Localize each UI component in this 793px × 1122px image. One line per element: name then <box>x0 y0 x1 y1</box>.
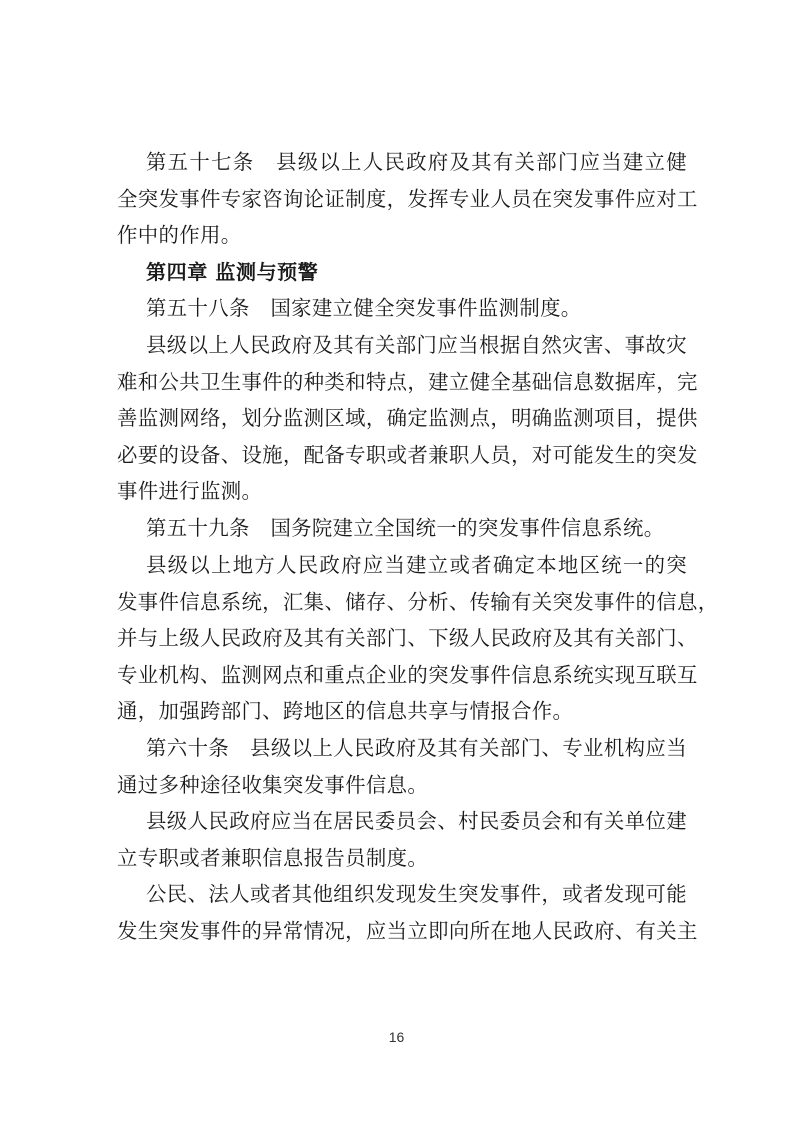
text-line: 事件进行监测。 <box>117 479 263 504</box>
text-line: 立专职或者兼职信息报告员制度。 <box>117 845 429 870</box>
chapter-heading: 第四章 监测与预警 <box>146 260 319 284</box>
text-line: 发生突发事件的异常情况，应当立即向所在地人民政府、有关主 <box>117 918 698 943</box>
paragraph-article-58 <box>117 290 687 327</box>
text-line: 全突发事件专家咨询论证制度，发挥专业人员在突发事件应对工 <box>117 186 698 211</box>
text-line: 第五十七条 县级以上人民政府及其有关部门应当建立健 <box>146 150 687 174</box>
text-line: 公民、法人或者其他组织发现发生突发事件，或者发现可能 <box>146 882 687 906</box>
text-line: 县级人民政府应当在居民委员会、村民委员会和有关单位建 <box>146 809 687 833</box>
text-line: 县级以上地方人民政府应当建立或者确定本地区统一的突 <box>146 553 687 577</box>
paragraph-reporter-system <box>117 803 687 876</box>
paragraph-article-60 <box>117 730 687 803</box>
text-line: 第五十八条 国家建立健全突发事件监测制度。 <box>146 296 582 320</box>
text-line: 通过多种途径收集突发事件信息。 <box>117 772 429 797</box>
text-line: 难和公共卫生事件的种类和特点，建立健全基础信息数据库，完 <box>117 369 698 394</box>
text-line: 善监测网络，划分监测区域，确定监测点，明确监测项目，提供 <box>117 406 698 431</box>
page-number: 16 <box>388 1029 405 1045</box>
paragraph-citizen-reporting <box>117 876 698 949</box>
text-line: 通，加强跨部门、跨地区的信息共享与情报合作。 <box>117 699 574 724</box>
text-line: 专业机构、监测网点和重点企业的突发事件信息系统实现互联互 <box>117 662 698 687</box>
text-line: 发事件信息系统，汇集、储存、分析、传输有关突发事件的信息， <box>117 589 719 614</box>
text-line: 第五十九条 国务院建立全国统一的突发事件信息系统。 <box>146 516 665 540</box>
paragraph-information-system <box>117 547 719 730</box>
text-line: 作中的作用。 <box>117 223 242 248</box>
text-line: 第六十条 县级以上人民政府及其有关部门、专业机构应当 <box>146 736 687 760</box>
text-line: 必要的设备、设施，配备专职或者兼职人员，对可能发生的突发 <box>117 442 698 467</box>
text-line: 县级以上人民政府及其有关部门应当根据自然灾害、事故灾 <box>146 333 687 357</box>
text-line: 并与上级人民政府及其有关部门、下级人民政府及其有关部门、 <box>117 626 698 651</box>
paragraph-monitoring <box>117 327 698 510</box>
paragraph-article-57 <box>117 144 698 254</box>
paragraph-article-59 <box>117 510 687 547</box>
